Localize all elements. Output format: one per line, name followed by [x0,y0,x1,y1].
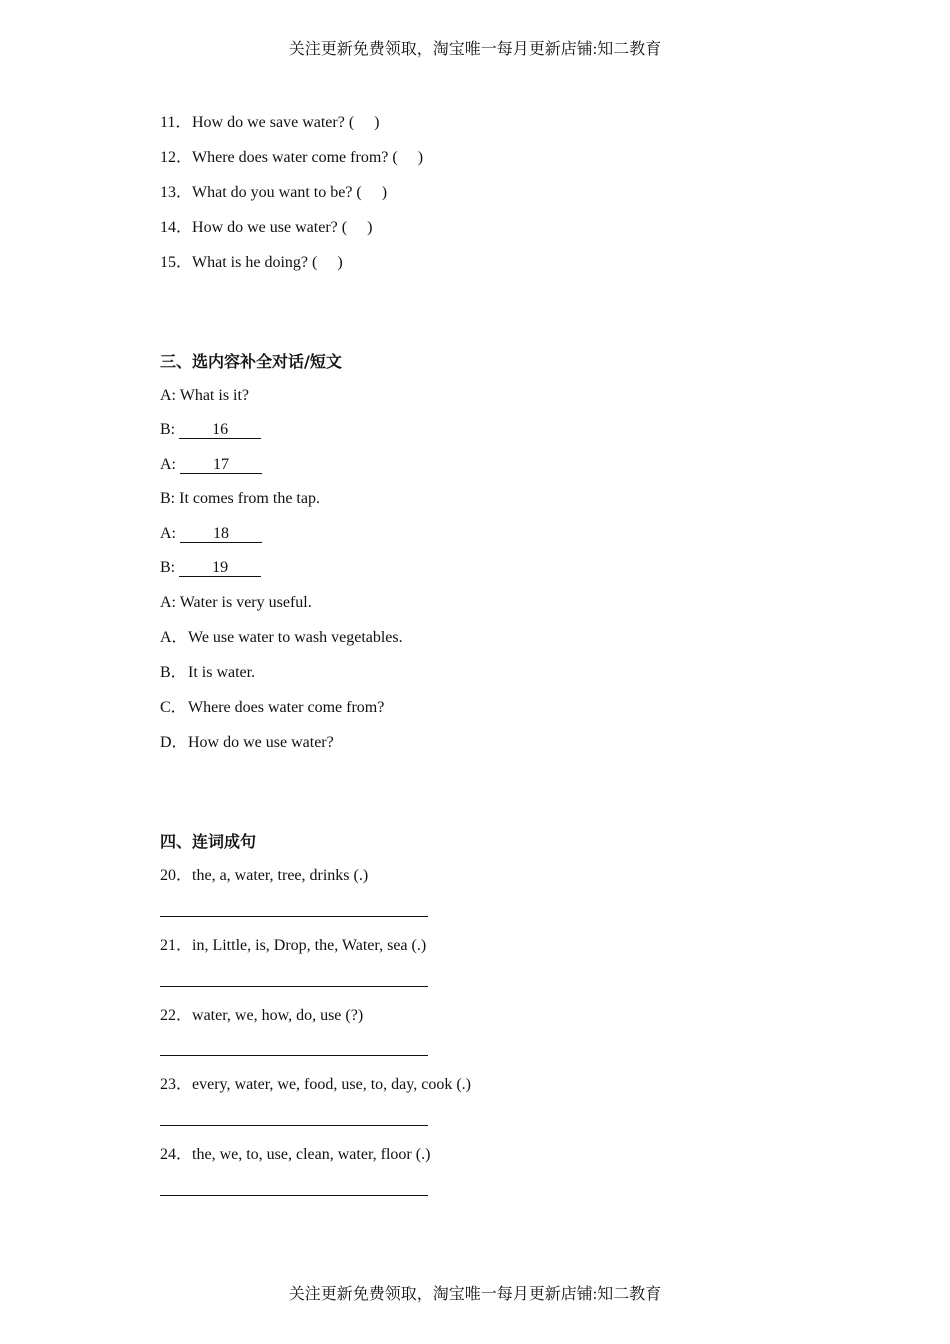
question-number: 11． [160,114,192,131]
page-footer-note: 关注更新免费领取，淘宝唯一每月更新店铺:知二教育 [288,1286,662,1303]
option-text: How do we use water? [188,734,334,751]
dialogue-line-7 [160,593,312,613]
dialogue-line-1 [160,386,249,406]
question-text: the, a, water, tree, drinks (.) [192,867,369,884]
question-text: What do you want to be? ( ) [192,184,388,201]
dialogue-line-3 [160,455,262,475]
question-number: 12． [160,149,193,166]
dialogue-speaker: B: [160,490,180,507]
question-text: Where does water come from? ( ) [192,149,424,166]
section-3-title: 三、选内容补全对话/短文 [160,352,342,371]
option-a [160,628,403,648]
option-text: We use water to wash vegetables. [188,629,403,646]
question-number: 13． [160,184,193,201]
question-text: every, water, we, food, use, to, day, cook (.) [192,1076,471,1093]
dialogue-speaker: A: [160,456,180,473]
question-12 [160,148,423,168]
option-b [160,663,255,683]
option-text: Where does water come from? [188,699,385,716]
dialogue-speaker: A: [160,594,180,611]
dialogue-blank-16[interactable]: 16 [179,421,261,439]
dialogue-blank-19[interactable]: 19 [179,559,261,577]
question-15 [160,253,343,273]
question-number: 15． [160,254,193,271]
dialogue-line-2 [160,420,261,440]
dialogue-line-5 [160,524,262,544]
dialogue-text: Water is very useful. [179,594,312,611]
question-23 [160,1075,471,1095]
option-letter: D． [160,734,188,751]
dialogue-speaker: A: [160,525,180,542]
dialogue-speaker: B: [160,421,180,438]
question-text: in, Little, is, Drop, the, Water, sea (.) [192,937,427,954]
question-20 [160,866,368,886]
answer-line-22[interactable] [160,1055,428,1056]
question-22 [160,1006,363,1026]
question-14 [160,218,372,238]
question-11 [160,113,379,133]
option-letter: C． [160,699,187,716]
question-text: How do we use water? ( ) [192,219,373,236]
question-number: 14． [160,219,193,236]
answer-line-24[interactable] [160,1195,428,1196]
question-13 [160,183,387,203]
page-header-note: 关注更新免费领取，淘宝唯一每月更新店铺:知二教育 [288,41,662,58]
question-number: 22． [160,1007,193,1024]
question-number: 20． [160,867,193,884]
question-text: What is he doing? ( ) [192,254,343,271]
dialogue-text: It comes from the tap. [179,490,320,507]
option-d [160,733,334,753]
question-text: water, we, how, do, use (?) [192,1007,364,1024]
option-letter: B． [160,664,187,681]
option-letter: A． [160,629,188,646]
dialogue-line-6 [160,558,261,578]
dialogue-blank-17[interactable]: 17 [180,456,262,474]
option-c [160,698,384,718]
question-number: 23． [160,1076,193,1093]
question-number: 21． [160,937,193,954]
answer-line-21[interactable] [160,986,428,987]
dialogue-text: What is it? [179,387,250,404]
option-text: It is water. [188,664,256,681]
dialogue-line-4 [160,489,320,509]
answer-line-20[interactable] [160,916,428,917]
answer-line-23[interactable] [160,1125,428,1126]
dialogue-blank-18[interactable]: 18 [180,525,262,543]
question-number: 24． [160,1146,193,1163]
question-text: How do we save water? ( ) [192,114,380,131]
dialogue-speaker: B: [160,559,180,576]
question-21 [160,936,426,956]
section-4-title: 四、连词成句 [160,832,257,851]
question-24 [160,1145,430,1165]
dialogue-speaker: A: [160,387,180,404]
question-text: the, we, to, use, clean, water, floor (.) [192,1146,431,1163]
